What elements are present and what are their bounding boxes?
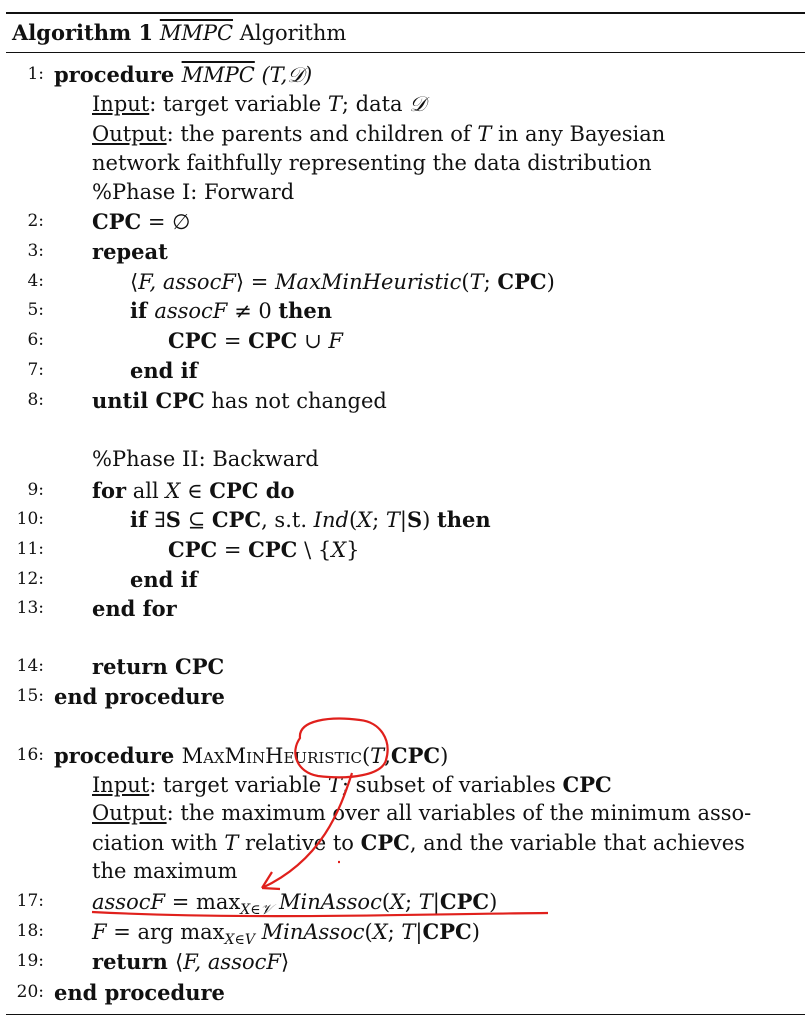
code-token: assocF [92,890,166,914]
algorithm-line [0,356,811,385]
line-code [92,445,319,474]
code-token: = [217,538,249,562]
line-number: 12: [16,569,44,589]
code-token: T [401,920,416,944]
algorithm-line [0,267,811,296]
caption-name: MMPC [159,21,234,45]
code-token: ⟩ = [235,270,276,294]
line-code [130,565,198,595]
code-token: ( [381,890,391,914]
code-token: MinAssoc [272,890,382,914]
code-token: \ { [297,538,332,562]
code-token: end procedure [54,684,225,709]
code-token: = ∅ [141,210,191,234]
code-token: repeat [92,239,168,264]
line-number: 2: [27,211,44,231]
line-number: 9: [27,480,44,500]
code-token: ∪ [297,329,329,353]
code-token: ( [361,744,371,768]
code-token: ⟨ [175,950,184,974]
line-number: 1: [27,64,44,84]
code-token: then [278,298,332,323]
code-token: X [357,508,373,532]
code-token: ( [461,270,470,294]
code-token: Input [92,92,150,116]
line-code [92,178,294,207]
code-token: T [224,831,239,855]
code-token: X∈V [224,932,255,948]
code-token: in any Bayesian [491,122,666,146]
code-token: : target variable [149,92,328,116]
code-token: T [327,92,342,116]
code-token: %Phase I: Forward [92,180,295,204]
code-token: then [437,507,491,532]
algorithm-line [0,978,811,1007]
code-token: , s.t. [261,508,314,532]
line-number: 20: [16,982,44,1002]
code-token: X [372,920,388,944]
algorithm-line [0,386,811,415]
algorithm-line [0,178,811,207]
code-token: CPC [92,209,142,234]
algorithm-line [0,887,811,916]
algorithm-line [0,296,811,325]
code-token: Output [92,122,167,146]
code-token: T [418,890,433,914]
line-code [92,237,168,267]
code-token: procedure [54,743,182,768]
code-token: X [390,890,405,914]
caption-rule [6,52,805,53]
code-token: = max [165,890,241,914]
algorithm-line [0,770,811,799]
line-number: 13: [16,598,44,618]
algorithm-line [0,237,811,266]
code-token: ( [348,508,358,532]
algorithm-line [0,445,811,474]
line-code [54,682,225,712]
algorithm-line [0,207,811,236]
code-token: ; subset of variables [341,773,563,797]
code-token: ⟨ [130,270,139,294]
code-token: X [331,538,347,562]
code-token: F, assocF [183,950,281,974]
code-token: CPC [439,889,490,914]
line-code [92,828,745,858]
code-token: ) [471,920,480,944]
line-code [92,947,289,977]
code-token: if [130,507,155,532]
code-token: } [346,538,360,562]
code-token: ⟩ [280,950,290,974]
code-token: CPC [248,328,298,353]
line-code [92,120,665,149]
line-number: 6: [27,330,44,350]
line-number: 8: [27,390,44,410]
algorithm-line [0,326,811,355]
code-token: T [469,270,484,294]
line-code [92,207,190,237]
caption-prefix: Algorithm 1 [12,20,154,45]
code-token: CPC [248,537,298,562]
algorithm-line [0,741,811,770]
code-token: do [258,478,295,503]
code-token: Input [92,773,150,797]
code-token: if [130,298,155,323]
code-token: X∈𝒱 [240,902,273,918]
code-token: | [432,890,440,914]
code-token: , [384,744,391,768]
code-token: : target variable [149,773,328,797]
code-token: : the maximum over all variables of the minimum asso- [166,801,752,825]
code-token: ; [387,920,402,944]
code-token: MaxMinHeuristic [275,270,462,294]
line-code [130,267,555,297]
code-token: S [406,507,423,532]
line-number: 17: [16,891,44,911]
code-token: network faithfully representing the data distribution [92,151,652,175]
code-token: the maximum [92,859,238,883]
code-token: , and the variable that achieves [409,831,745,855]
line-number: 19: [16,951,44,971]
code-token: T [385,508,400,532]
algorithm-line [0,565,811,594]
code-token: S [165,507,181,532]
code-token: CPC [209,478,259,503]
code-token: ) [422,508,437,532]
line-number: 5: [27,300,44,320]
code-token: ciation with [92,831,225,855]
code-token: ; [372,508,386,532]
line-number: 11: [16,539,44,559]
code-token: ∈ [180,479,210,503]
line-code [92,652,224,682]
code-token: return [92,654,176,679]
line-code [130,505,491,535]
code-token: 𝒟 [409,92,427,116]
line-code [92,149,652,178]
code-token: : the parents and children of [166,122,478,146]
algorithm-line [0,947,811,976]
algorithm-line [0,60,811,89]
code-token: Ind [313,508,349,532]
code-token: T [477,122,492,146]
line-number: 7: [27,360,44,380]
line-code [92,770,612,800]
code-token: return [92,949,176,974]
line-code [92,594,177,624]
top-rule [6,12,805,14]
code-token: ) [489,890,498,914]
line-number: 15: [16,686,44,706]
line-code [54,60,312,90]
code-token: CPC [155,388,205,413]
algorithm-line [0,828,811,857]
code-token: = arg max [106,920,225,944]
code-token: procedure [54,62,182,87]
algorithm-line [0,682,811,711]
line-code [92,476,295,506]
code-token: ∃ [154,508,166,532]
code-token: relative to [238,831,361,855]
code-token: (T,𝒟) [254,63,313,87]
code-token: end if [130,358,198,383]
algorithm-caption [12,20,346,45]
algorithm-line [0,120,811,149]
algorithm-line [0,476,811,505]
code-token: CPC [497,269,547,294]
algorithm-line [0,505,811,534]
code-token: ) [546,270,555,294]
algorithm-line [0,652,811,681]
line-number: 14: [16,656,44,676]
code-token: assocF [154,299,228,323]
line-code [130,296,332,326]
code-token: end if [130,567,198,592]
code-token: | [399,508,407,532]
line-code [168,535,360,565]
line-number: 4: [27,271,44,291]
code-token: X [165,479,181,503]
code-token: CPC [168,328,218,353]
code-token: all [126,479,166,503]
code-token: CPC [175,654,225,679]
code-token: CPC [422,919,472,944]
code-token: T [370,744,385,768]
code-token: F [328,329,343,353]
code-token: ; [483,270,498,294]
code-token: = [217,329,249,353]
code-token: | [415,920,423,944]
line-code [92,799,751,828]
code-token: has not changed [204,389,387,413]
code-token: MMPC [181,63,255,87]
algorithm-line [0,917,811,946]
code-token: for [92,478,127,503]
line-code [92,857,237,886]
line-code [54,741,448,771]
bottom-rule [6,1014,805,1015]
algorithm-line [0,149,811,178]
code-token: until [92,388,156,413]
code-token: ( [364,920,373,944]
line-number: 3: [27,241,44,261]
line-code [130,356,198,386]
code-token: ; data [341,92,410,116]
line-code [92,90,426,119]
code-token: Output [92,801,167,825]
code-token: CPC [562,772,612,797]
code-token: CPC [211,507,262,532]
code-token: CPC [168,537,218,562]
line-code [168,326,343,356]
code-token: F, assocF [138,270,236,294]
line-number: 16: [16,745,44,765]
code-token: ) [440,744,449,768]
algorithm-line [0,594,811,623]
code-token: %Phase II: Backward [92,447,319,471]
code-token: MinAssoc [254,920,365,944]
code-token: MaxMinHeuristic [181,744,362,768]
code-token: F [92,920,107,944]
algorithm-line [0,799,811,828]
caption-suffix: Algorithm [239,21,347,45]
code-token: ; [405,890,419,914]
line-code [54,978,225,1008]
code-token: end for [92,596,177,621]
line-code [92,386,387,416]
code-token: CPC [390,743,441,768]
code-token: ≠ 0 [227,299,279,323]
code-token: T [327,773,342,797]
algorithm-line [0,90,811,119]
line-number: 18: [16,921,44,941]
code-token: end procedure [54,980,225,1005]
code-token: ⊆ [180,508,212,532]
algorithm-line [0,857,811,886]
algorithm-line [0,535,811,564]
line-number: 10: [16,509,44,529]
code-token: CPC [360,830,410,855]
